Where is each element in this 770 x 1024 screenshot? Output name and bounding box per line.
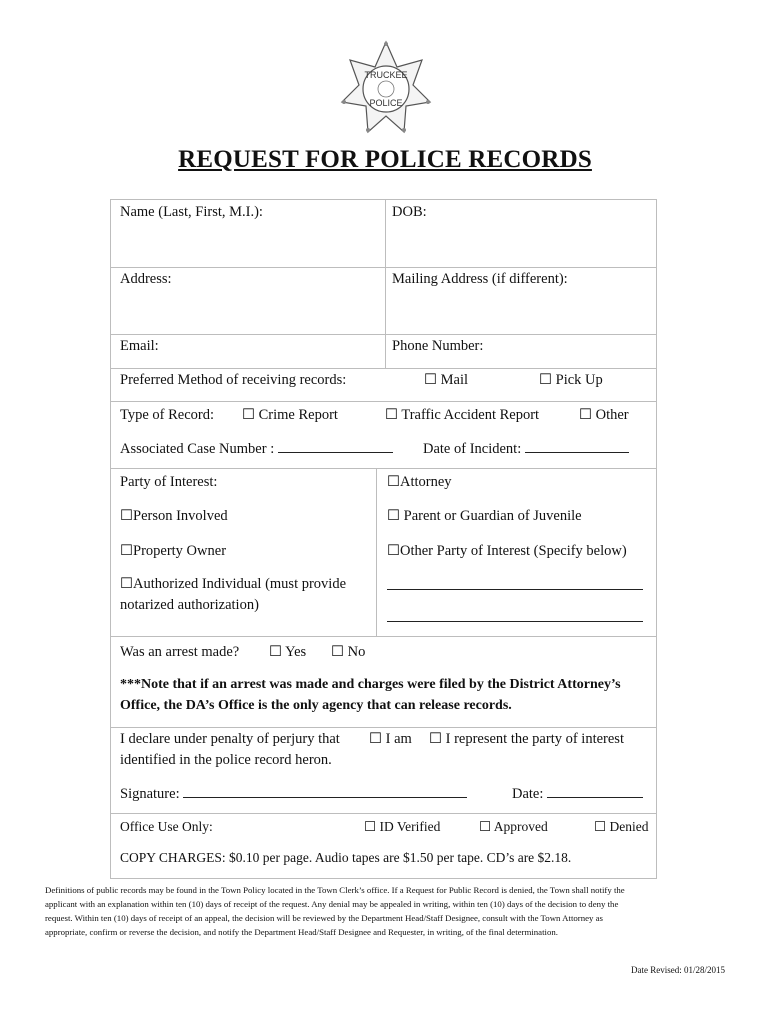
dob-field[interactable]: DOB: — [392, 204, 427, 220]
guardian-checkbox[interactable]: ☐ Parent or Guardian of Juvenile — [387, 508, 582, 524]
approved-checkbox[interactable]: ☐ Approved — [479, 819, 548, 834]
pickup-checkbox[interactable]: ☐ Pick Up — [539, 372, 603, 388]
badge-text-bottom: POLICE — [369, 98, 403, 108]
copy-charges: COPY CHARGES: $0.10 per page. Audio tapes are $1.50 per tape. CD’s are $2.18. — [120, 850, 572, 865]
office-use-label: Office Use Only: — [120, 819, 213, 834]
signature-date-label: Date: — [512, 786, 544, 802]
id-verified-checkbox[interactable]: ☐ ID Verified — [364, 819, 441, 834]
authorized-individual-checkbox[interactable]: ☐Authorized Individual (must provide — [120, 576, 347, 592]
method-label: Preferred Method of receiving records: — [120, 372, 347, 388]
page-title: REQUEST FOR POLICE RECORDS — [178, 146, 592, 173]
footnote-line: appropriate, confirm or reverse the decision, and notify the Department Head/Staff Designee and Requester, in writing, of the final determination. — [45, 927, 558, 937]
badge-point-dot — [384, 42, 388, 46]
mail-checkbox[interactable]: ☐ Mail — [424, 372, 469, 388]
revision-date: Date Revised: 01/28/2015 — [631, 965, 725, 975]
i-am-checkbox[interactable]: ☐ I am — [369, 731, 412, 747]
represent-party-checkbox[interactable]: ☐ I represent the party of interest — [429, 731, 624, 747]
arrest-label: Was an arrest made? — [120, 644, 240, 660]
incident-date-field[interactable] — [423, 439, 629, 458]
footnote-line: Definitions of public records may be found in the Town Policy located in the Town Clerk’s office. If a Request for Public Record is denied, the Town shall notify the — [45, 885, 625, 895]
footnote — [45, 883, 725, 939]
row-divider — [111, 636, 656, 637]
phone-field[interactable]: Phone Number: — [392, 338, 484, 354]
arrest-note: ***Note that if an arrest was made and charges were filed by the District Attorney’s — [120, 677, 621, 692]
signature-date-blank[interactable] — [547, 784, 643, 798]
other-party-specify-line[interactable] — [387, 576, 643, 590]
case-number-field[interactable] — [120, 439, 393, 458]
incident-date-label: Date of Incident: — [423, 441, 522, 457]
arrest-note: Office, the DA’s Office is the only agency that can release records. — [120, 698, 512, 713]
badge-point-dot — [342, 100, 346, 104]
row-divider — [111, 468, 656, 469]
badge-point-dot — [366, 128, 370, 132]
column-divider — [376, 468, 377, 636]
arrest-yes-checkbox[interactable]: ☐ Yes — [269, 644, 307, 660]
request-form — [110, 199, 657, 879]
row-divider — [111, 727, 656, 728]
badge-point-dot — [402, 128, 406, 132]
case-number-blank[interactable] — [278, 439, 393, 453]
footnote-line: request. Within ten (10) days of receipt of an appeal, the decision will be reviewed by the Department Head/Staff Designee, consult with the Town Attorney as — [45, 913, 603, 923]
other-party-specify-line[interactable] — [387, 608, 643, 622]
address-field[interactable]: Address: — [120, 271, 172, 287]
declaration-text: identified in the police record heron. — [120, 752, 332, 768]
column-divider — [385, 200, 386, 368]
authorized-note: notarized authorization) — [120, 597, 259, 613]
row-divider — [111, 813, 656, 814]
badge-text-top: TRUCKEE — [364, 70, 408, 80]
other-party-checkbox[interactable]: ☐Other Party of Interest (Specify below) — [387, 543, 627, 559]
property-owner-checkbox[interactable]: ☐Property Owner — [120, 543, 227, 559]
incident-date-blank[interactable] — [525, 439, 629, 453]
denied-checkbox[interactable]: ☐ Denied — [594, 819, 649, 834]
traffic-accident-checkbox[interactable]: ☐ Traffic Accident Report — [385, 407, 540, 423]
signature-blank[interactable] — [183, 784, 467, 798]
crime-report-checkbox[interactable]: ☐ Crime Report — [242, 407, 338, 423]
person-involved-checkbox[interactable]: ☐Person Involved — [120, 508, 228, 524]
arrest-no-checkbox[interactable]: ☐ No — [331, 644, 366, 660]
party-of-interest-label: Party of Interest: — [120, 474, 218, 490]
row-divider — [111, 334, 656, 335]
signature-label: Signature: — [120, 786, 180, 802]
case-number-label: Associated Case Number : — [120, 441, 275, 457]
declaration-text: I declare under penalty of perjury that — [120, 731, 340, 747]
row-divider — [111, 267, 656, 268]
row-divider — [111, 368, 656, 369]
row-divider — [111, 401, 656, 402]
attorney-checkbox[interactable]: ☐Attorney — [387, 474, 452, 490]
badge-point-dot — [426, 100, 430, 104]
mailing-address-field[interactable]: Mailing Address (if different): — [392, 271, 568, 287]
police-badge-logo — [340, 40, 432, 140]
email-field[interactable]: Email: — [120, 338, 159, 354]
footnote-line: applicant with an explanation within ten (10) days of receipt of the request. Any denial may be appealed in writing, within ten (10) days of the decision to deny the — [45, 899, 619, 909]
badge-inner-ring — [378, 81, 394, 97]
name-field[interactable]: Name (Last, First, M.I.): — [120, 204, 263, 220]
record-type-label: Type of Record: — [120, 407, 215, 423]
other-record-checkbox[interactable]: ☐ Other — [579, 407, 629, 423]
signature-field[interactable] — [120, 784, 467, 803]
signature-date-field[interactable] — [512, 784, 643, 803]
